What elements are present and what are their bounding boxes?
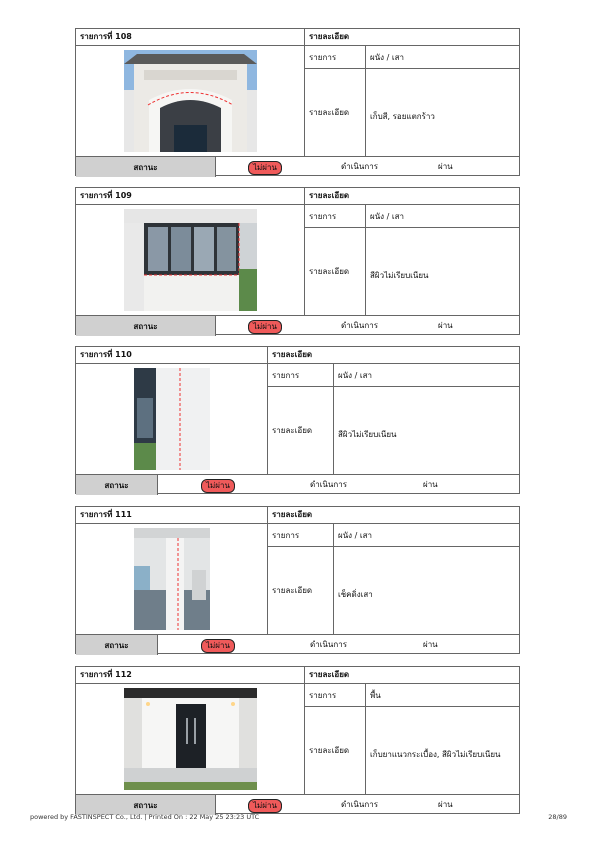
inspection-item-110 (75, 346, 520, 494)
detail-value: เก็บสี, รอยแตกร้าว (370, 112, 435, 121)
photo-porch-arch (124, 50, 257, 152)
status-label: สถานะ (76, 157, 216, 177)
status-fail-badge[interactable]: ไม่ผ่าน (248, 799, 282, 813)
status-pass-option[interactable]: ผ่าน (438, 321, 453, 330)
footer-text: powered by FASTINSPECT Co., Ltd. | Printed On : 22 May 25 23:23 UTC (30, 813, 260, 821)
type-label: รายการ (268, 524, 334, 546)
type-value: ผนัง / เสา (338, 530, 372, 540)
detail-label: รายละเอียด (305, 69, 366, 156)
detail-value: สีผิวไม่เรียบเนียน (338, 430, 397, 439)
page-number: 28/89 (548, 813, 567, 821)
status-pass-option[interactable]: ผ่าน (423, 640, 438, 649)
photo-cell (76, 684, 305, 794)
status-in-progress-option[interactable]: ดำเนินการ (310, 640, 347, 649)
status-fail-badge[interactable]: ไม่ผ่าน (201, 639, 235, 653)
status-fail-badge[interactable]: ไม่ผ่าน (201, 479, 235, 493)
status-label: สถานะ (76, 795, 216, 815)
item-title: รายการที่ 108 (76, 29, 305, 45)
type-value: ผนัง / เสา (370, 52, 404, 62)
status-in-progress-option[interactable]: ดำเนินการ (341, 162, 378, 171)
inspection-item-109 (75, 187, 520, 335)
type-value: พื้น (370, 690, 381, 700)
photo-entrance-floor (124, 688, 257, 790)
inspection-item-112 (75, 666, 520, 814)
detail-value: เช็คดิ่งเสา (338, 590, 373, 599)
detail-value: เก็บยาแนวกระเบื้อง, สีผิวไม่เรียบเนียน (370, 750, 501, 759)
type-value: ผนัง / เสา (370, 211, 404, 221)
detail-label: รายละเอียด (268, 387, 334, 474)
detail-header: รายละเอียด (309, 191, 350, 200)
detail-value: สีผิวไม่เรียบเนียน (370, 271, 429, 280)
photo-cell (76, 205, 305, 315)
item-title: รายการที่ 110 (76, 347, 268, 363)
type-label: รายการ (268, 364, 334, 386)
status-pass-option[interactable]: ผ่าน (438, 800, 453, 809)
status-pass-option[interactable]: ผ่าน (438, 162, 453, 171)
detail-label: รายละเอียด (268, 547, 334, 634)
detail-header: รายละเอียด (272, 510, 313, 519)
status-in-progress-option[interactable]: ดำเนินการ (310, 480, 347, 489)
status-fail-badge[interactable]: ไม่ผ่าน (248, 161, 282, 175)
inspection-item-111 (75, 506, 520, 654)
status-fail-badge[interactable]: ไม่ผ่าน (248, 320, 282, 334)
status-pass-option[interactable]: ผ่าน (423, 480, 438, 489)
detail-header: รายละเอียด (272, 350, 313, 359)
status-in-progress-option[interactable]: ดำเนินการ (341, 800, 378, 809)
photo-cell (76, 524, 268, 634)
type-label: รายการ (305, 684, 366, 706)
photo-column-side (134, 368, 210, 470)
photo-column-pillar (134, 528, 210, 630)
item-title: รายการที่ 109 (76, 188, 305, 204)
photo-cell (76, 46, 305, 156)
item-title: รายการที่ 111 (76, 507, 268, 523)
type-label: รายการ (305, 205, 366, 227)
type-label: รายการ (305, 46, 366, 68)
status-in-progress-option[interactable]: ดำเนินการ (341, 321, 378, 330)
photo-cell (76, 364, 268, 474)
detail-label: รายละเอียด (305, 228, 366, 315)
item-title: รายการที่ 112 (76, 667, 305, 683)
status-label: สถานะ (76, 316, 216, 336)
inspection-item-108 (75, 28, 520, 176)
detail-label: รายละเอียด (305, 707, 366, 794)
status-label: สถานะ (76, 475, 158, 495)
detail-header: รายละเอียด (309, 670, 350, 679)
type-value: ผนัง / เสา (338, 370, 372, 380)
photo-window-wall (124, 209, 257, 311)
status-label: สถานะ (76, 635, 158, 655)
detail-header: รายละเอียด (309, 32, 350, 41)
